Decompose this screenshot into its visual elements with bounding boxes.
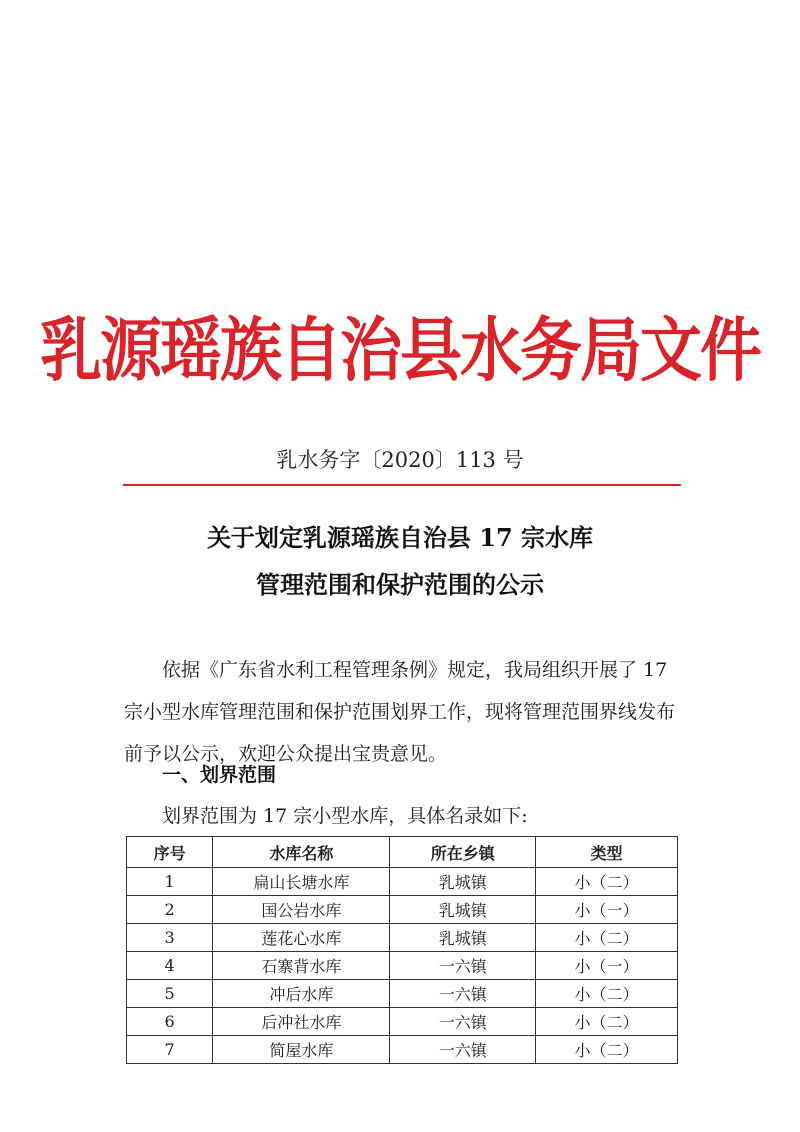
issuer-header-title: 乳源瑶族自治县水务局文件 <box>39 309 760 391</box>
cell-reservoir-name: 冲后水库 <box>213 980 390 1008</box>
cell-index: 5 <box>127 980 213 1008</box>
intro-paragraph: 依据《广东省水利工程管理条例》规定，我局组织开展了 17 宗小型水库管理范围和保护范围划界工作，现将管理范围界线发布前予以公示，欢迎公众提出宝贵意见。 <box>124 659 676 765</box>
reservoir-table <box>126 836 678 1064</box>
cell-index: 7 <box>127 1036 213 1064</box>
cell-reservoir-name: 扁山长塘水库 <box>213 868 390 896</box>
col-header-type: 类型 <box>536 837 678 868</box>
table-row <box>127 868 678 896</box>
cell-reservoir-name: 国公岩水库 <box>213 896 390 924</box>
cell-index: 2 <box>127 896 213 924</box>
notice-title-line2: 管理范围和保护范围的公示 <box>256 570 544 599</box>
section-heading-scope: 一、划界范围 <box>162 764 277 786</box>
cell-index: 6 <box>127 1008 213 1036</box>
cell-index: 3 <box>127 924 213 952</box>
cell-index: 1 <box>127 868 213 896</box>
table-header-row <box>127 837 678 868</box>
table-row <box>127 1008 678 1036</box>
col-header-index: 序号 <box>127 837 213 868</box>
document-number: 乳水务字〔2020〕113 号 <box>276 448 524 472</box>
cell-reservoir-name: 后冲社水库 <box>213 1008 390 1036</box>
table-row <box>127 924 678 952</box>
table-row <box>127 896 678 924</box>
cell-reservoir-name: 简屋水库 <box>213 1036 390 1064</box>
cell-township: 乳城镇 <box>390 896 536 924</box>
col-header-township: 所在乡镇 <box>390 837 536 868</box>
cell-township: 乳城镇 <box>390 924 536 952</box>
cell-township: 一六镇 <box>390 1008 536 1036</box>
scope-paragraph: 划界范围为 17 宗小型水库，具体名录如下: <box>162 805 528 827</box>
cell-township: 一六镇 <box>390 980 536 1008</box>
notice-title-line1: 关于划定乳源瑶族自治县 17 宗水库 <box>206 523 594 552</box>
cell-type: 小（二） <box>536 1036 678 1064</box>
col-header-reservoir-name: 水库名称 <box>213 837 390 868</box>
cell-township: 一六镇 <box>390 1036 536 1064</box>
cell-township: 一六镇 <box>390 952 536 980</box>
cell-type: 小（一） <box>536 896 678 924</box>
table-row <box>127 980 678 1008</box>
table-row <box>127 952 678 980</box>
cell-type: 小（二） <box>536 980 678 1008</box>
cell-type: 小（二） <box>536 924 678 952</box>
cell-reservoir-name: 莲花心水库 <box>213 924 390 952</box>
cell-index: 4 <box>127 952 213 980</box>
cell-reservoir-name: 石寨背水库 <box>213 952 390 980</box>
table-row <box>127 1036 678 1064</box>
cell-type: 小（二） <box>536 1008 678 1036</box>
cell-type: 小（一） <box>536 952 678 980</box>
red-divider-line <box>123 484 681 486</box>
cell-township: 乳城镇 <box>390 868 536 896</box>
cell-type: 小（二） <box>536 868 678 896</box>
